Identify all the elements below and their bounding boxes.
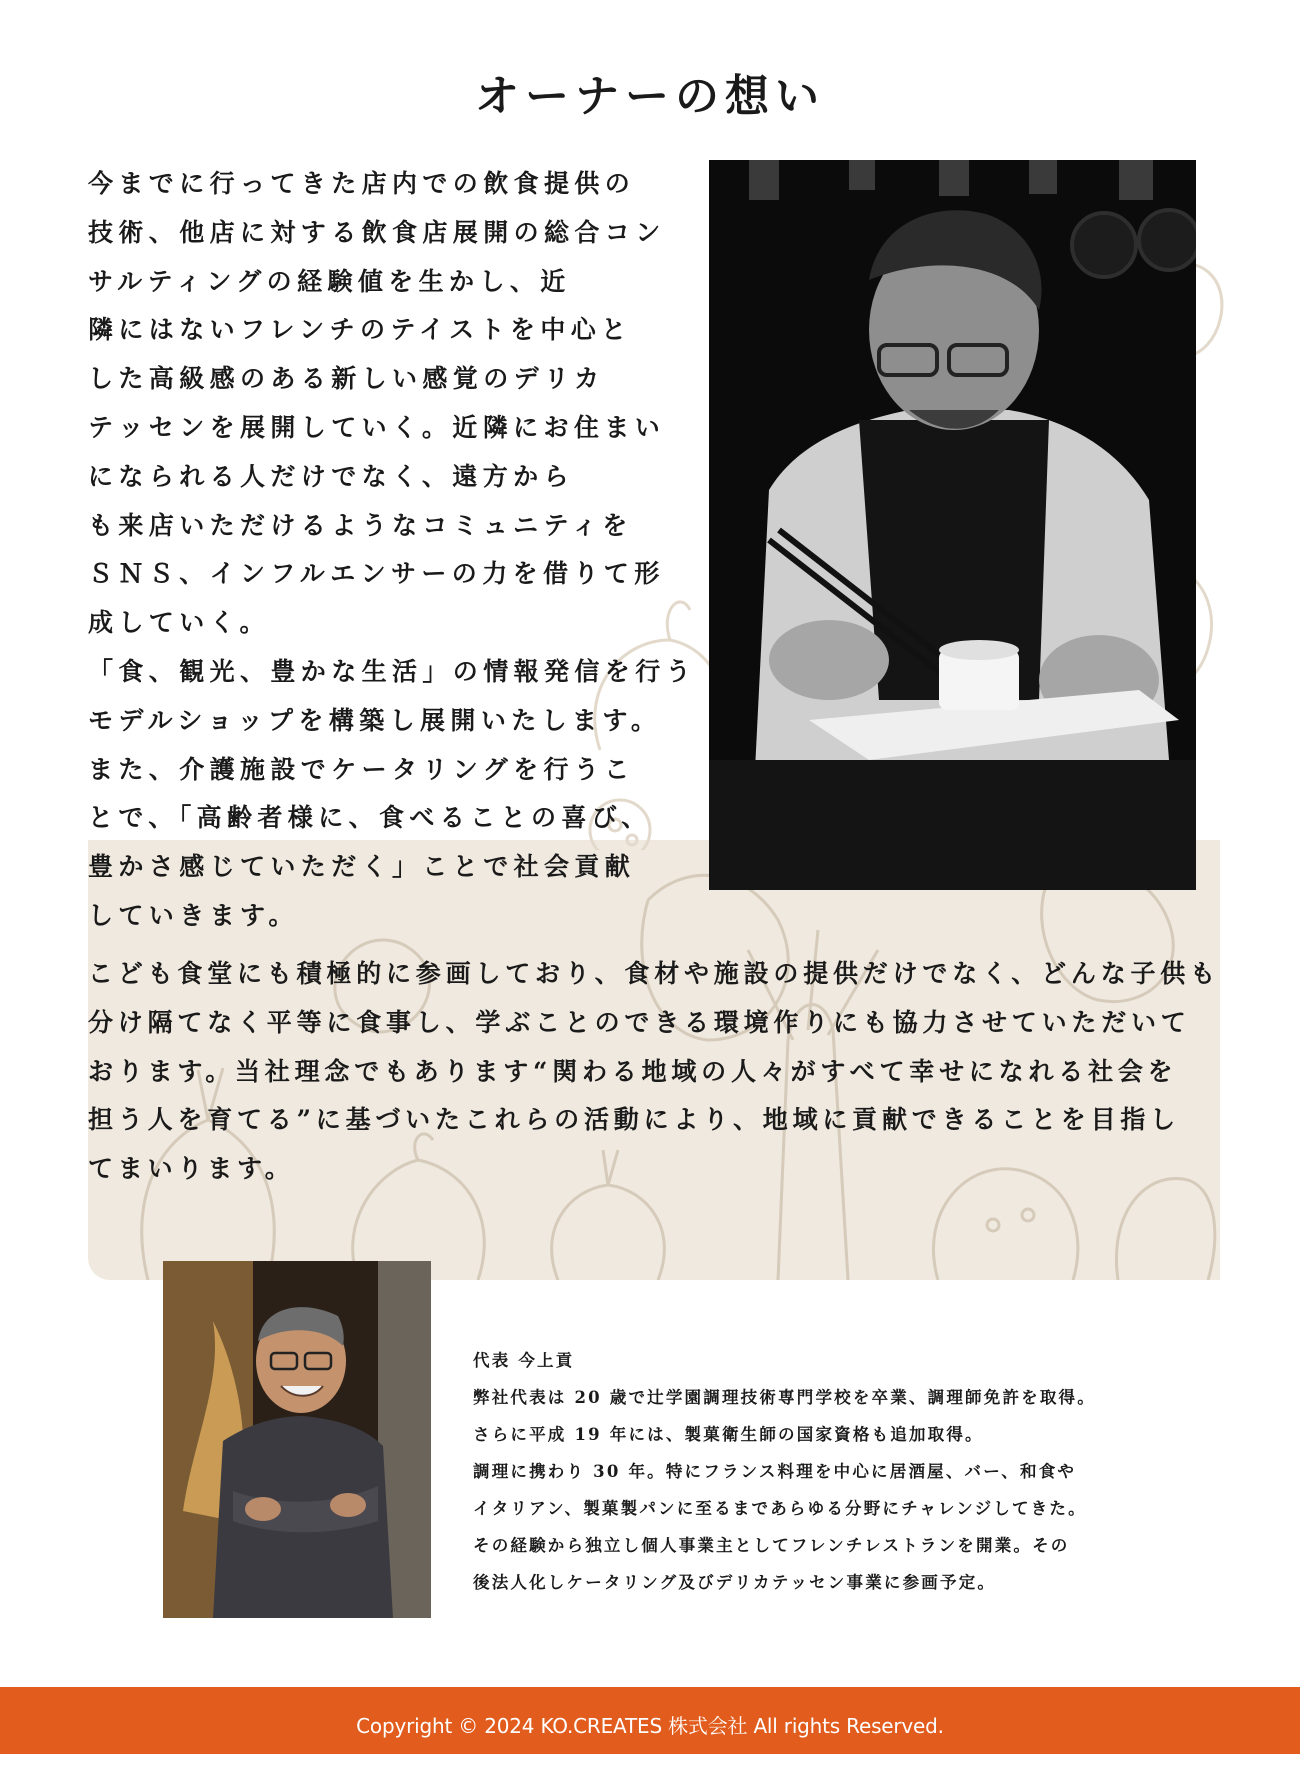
community-line: 分け隔てなく平等に食事し、学ぶことのできる環境作りにも協力させていただいて [88, 1007, 1191, 1037]
page-title: オーナーの想い [475, 71, 825, 122]
intro-line: 技術、他店に対する飲食店展開の総合コン [88, 217, 666, 247]
chef-plating-illustration [709, 160, 1196, 890]
intro-line: 隣にはないフレンチのテイストを中心と [88, 315, 632, 345]
intro-line: 今までに行ってきた店内での飲食提供の [88, 169, 636, 198]
intro-paragraph [88, 160, 697, 941]
intro-line: していきます。 [88, 900, 299, 930]
intro-line: も来店いただけるようなコミュニティを [88, 510, 633, 540]
intro-line: 豊かさ感じていただく」ことで社会貢献 [88, 852, 636, 882]
copyright-text: Copyright © 2024 KO.CREATES 株式会社 All rights Reserved. [356, 1714, 944, 1738]
intro-line: になられる人だけでなく、遠方から [88, 461, 574, 491]
intro-line: また、介護施設でケータリングを行うこ [88, 754, 635, 784]
intro-line: 成していく。 [88, 608, 270, 638]
chef-plating-photo [709, 160, 1196, 890]
profile-line: 調理に携わり 30 年。特にフランス料理を中心に居酒屋、バー、和食や [473, 1462, 1077, 1481]
profile-line: イタリアン、製菓製パンに至るまであらゆる分野にチャレンジしてきた。 [473, 1499, 1087, 1518]
community-line: こども食堂にも積極的に参画しており、食材や施設の提供だけでなく、どんな子供も [88, 959, 1220, 988]
intro-line: 「食、観光、豊かな生活」の情報発信を行う [88, 656, 697, 686]
owner-profile [473, 1342, 1193, 1601]
community-paragraph [88, 950, 1228, 1194]
intro-line: モデルショップを構築し展開いたします。 [88, 705, 662, 735]
owner-portrait-illustration [163, 1261, 431, 1618]
intro-line: とで、「高齢者様に、食べることの喜び、 [88, 803, 652, 833]
profile-line: その経験から独立し個人事業主としてフレンチレストランを開業。その [473, 1536, 1070, 1555]
profile-line: さらに平成 19 年には、製菓衛生師の国家資格も追加取得。 [473, 1425, 984, 1444]
community-line: てまいります。 [88, 1154, 295, 1184]
intro-line: した高級感のある新しい感覚のデリカ [88, 364, 605, 394]
profile-line: 後法人化しケータリング及びデリカテッセン事業に参画予定。 [473, 1573, 997, 1592]
owner-portrait-photo [163, 1261, 431, 1618]
owner-name: 代表 今上貢 [473, 1351, 575, 1370]
intro-line: テッセンを展開していく。近隣にお住まい [88, 412, 666, 442]
community-line: 担う人を育てる”に基づいたこれらの活動により、地域に貢献できることを目指し [88, 1105, 1180, 1135]
community-line: おります。当社理念でもあります“関わる地域の人々がすべて幸せになれる社会を [88, 1056, 1178, 1086]
footer-bar [0, 1687, 1300, 1754]
intro-line: ＳＮＳ、インフルエンサーの力を借りて形 [88, 559, 665, 589]
profile-line: 弊社代表は 20 歳で辻学園調理技術専門学校を卒業、調理師免許を取得。 [473, 1388, 1096, 1407]
intro-line: サルティングの経験値を生かし、近 [88, 266, 571, 296]
